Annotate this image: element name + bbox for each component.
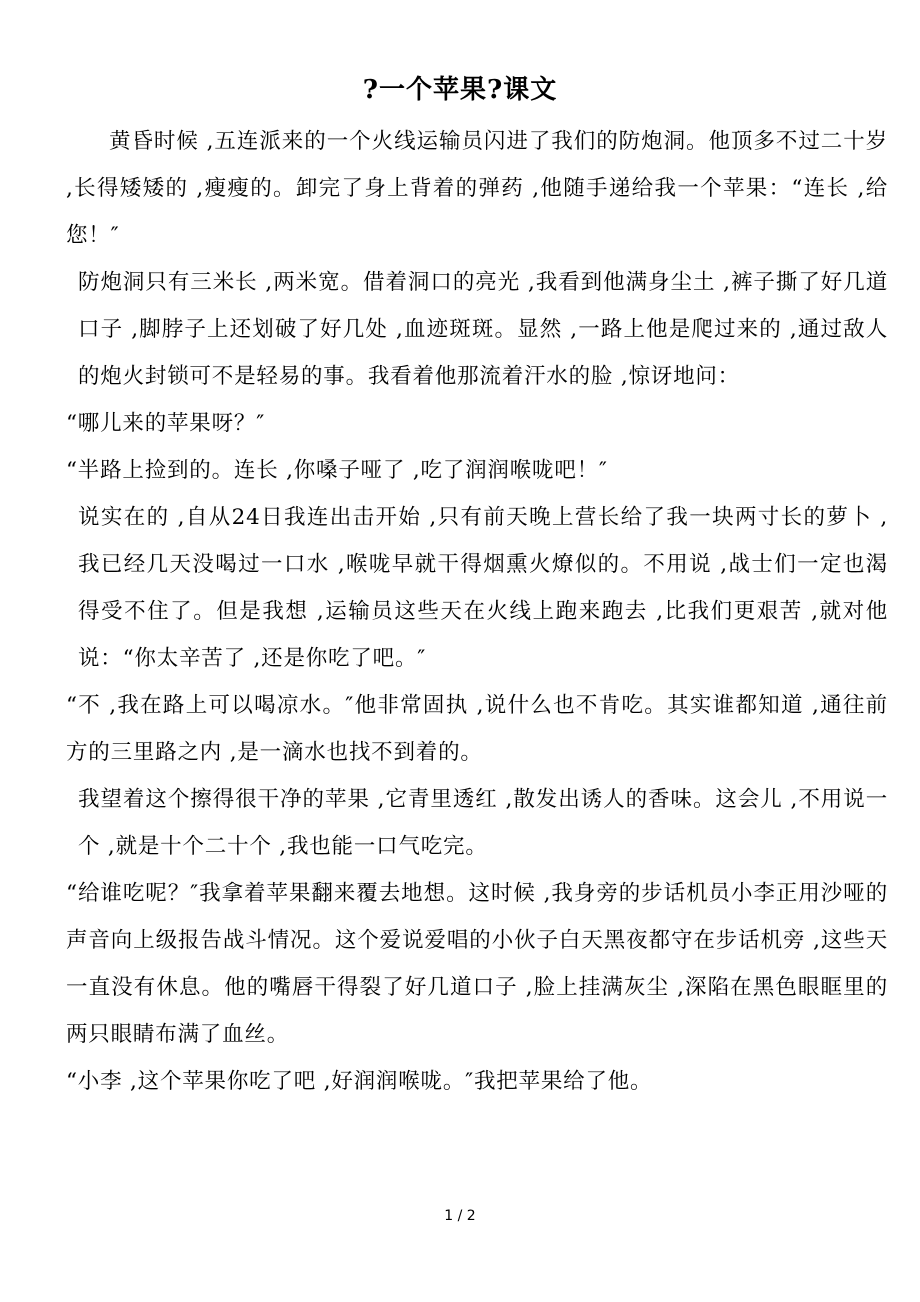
- document-body: [66, 118, 888, 1105]
- paragraph: 防炮洞只有三米长 ,两米宽。借着洞口的亮光 ,我看到他满身尘土 ,裤子撕了好几道口子 ,脚脖子上还划破了好几处 ,血迹斑斑。显然 ,一路上他是爬过来的 ,通过敌人的炮火封锁可不是轻易的事。我看着他那流着汗水的脸 ,惊讶地问：: [78, 270, 888, 389]
- paragraph: 黄昏时候 ,五连派来的一个火线运输员闪进了我们的防炮洞。他顶多不过二十岁 ,长得矮矮的 ,瘦瘦的。卸完了身上背着的弹药 ,他随手递给我一个苹果：“连长 ,给您！″: [66, 129, 888, 248]
- paragraph: “不 ,我在路上可以喝凉水。″他非常固执 ,说什么也不肯吃。其实谁都知道 ,通往前方的三里路之内 ,是一滴水也找不到着的。: [66, 693, 888, 765]
- paragraph: “哪儿来的苹果呀？″: [66, 411, 266, 436]
- document-title: ?一个苹果?课文: [362, 75, 558, 105]
- paragraph: 我望着这个擦得很干净的苹果 ,它青里透红 ,散发出诱人的香味。这会儿 ,不用说一个 ,就是十个二十个 ,我也能一口气吃完。: [78, 787, 888, 859]
- paragraph: 说实在的 ,自从24日我连出击开始 ,只有前天晚上营长给了我一块两寸长的萝卜 ,我已经几天没喝过一口水 ,喉咙早就干得烟熏火燎似的。不用说 ,战士们一定也渴得受不住了。但是我想 ,运输员这些天在火线上跑来跑去 ,比我们更艰苦 ,就对他说：“你太辛苦了 ,还是你吃了吧。″: [78, 505, 888, 671]
- paragraph: “小李 ,这个苹果你吃了吧 ,好润润喉咙。″我把苹果给了他。: [66, 1069, 653, 1094]
- paragraph: “给谁吃呢？″我拿着苹果翻来覆去地想。这时候 ,我身旁的步话机员小李正用沙哑的声音向上级报告战斗情况。这个爱说爱唱的小伙子白天黑夜都守在步话机旁 ,这些天一直没有休息。他的嘴唇干得裂了好几道口子 ,脸上挂满灰尘 ,深陷在黑色眼眶里的两只眼睛布满了血丝。: [66, 881, 888, 1047]
- page-number: 1 / 2: [444, 1208, 476, 1224]
- paragraph: “半路上捡到的。连长 ,你嗓子哑了 ,吃了润润喉咙吧！″: [66, 458, 608, 483]
